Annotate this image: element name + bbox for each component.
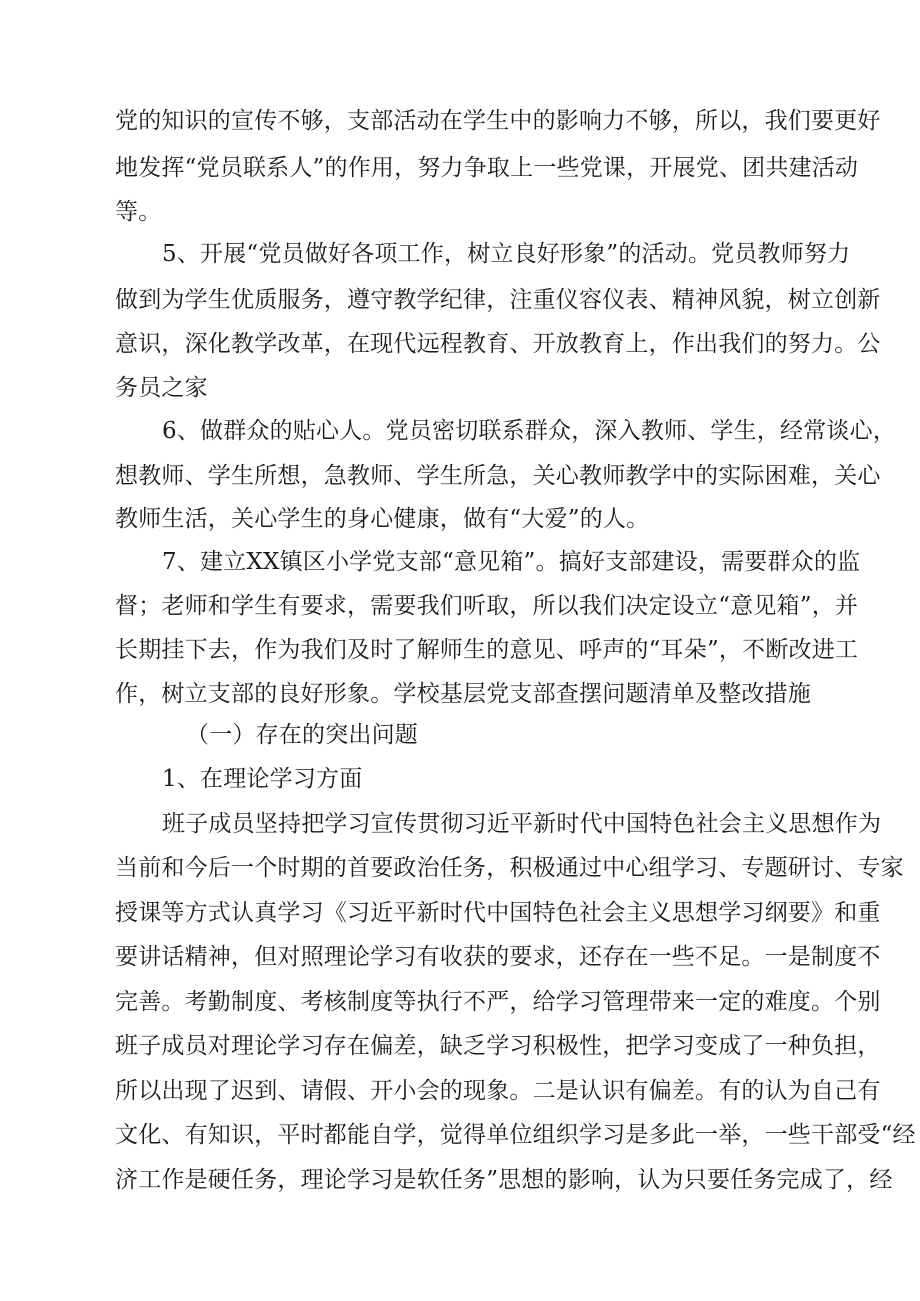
list-item-7-first-line: 7、建立XX镇区小学党支部“意见箱”。搞好支部建设，需要群众的监 — [162, 549, 861, 575]
body-line: 想教师、学生所想，急教师、学生所急，关心教师教学中的实际困难，关心 — [115, 463, 881, 489]
body-line: 所以出现了迟到、请假、开小会的现象。二是认识有偏差。有的认为自己有 — [115, 1078, 881, 1104]
body-line: 授课等方式认真学习《习近平新时代中国特色社会主义思想学习纲要》和重 — [115, 900, 881, 926]
body-line: 地发挥“党员联系人”的作用，努力争取上一些党课，开展党、团共建活动 — [115, 155, 859, 181]
list-item-6-first-line: 6、做群众的贴心人。党员密切联系群众，深入教师、学生，经常谈心， — [162, 418, 897, 444]
body-line: 长期挂下去，作为我们及时了解师生的意见、呼声的“耳朵”，不断改进工 — [115, 637, 859, 663]
paragraph-first-line: 班子成员坚持把学习宣传贯彻习近平新时代中国特色社会主义思想作为 — [162, 811, 882, 837]
body-line: 督；老师和学生有要求，需要我们听取，所以我们决定设立“意见箱”，并 — [115, 593, 859, 619]
body-line: 意识，深化教学改革，在现代远程教育、开放教育上，作出我们的努力。公 — [115, 331, 881, 357]
body-line: 当前和今后一个时期的首要政治任务，积极通过中心组学习、专题研讨、专家 — [115, 855, 904, 881]
body-line: 班子成员对理论学习存在偏差，缺乏学习积极性，把学习变成了一种负担， — [115, 1033, 881, 1059]
body-line: 务员之家 — [115, 375, 208, 401]
body-line: 济工作是硬任务，理论学习是软任务”思想的影响，认为只要任务完成了，经 — [115, 1167, 893, 1193]
list-item-5-first-line: 5、开展“党员做好各项工作，树立良好形象”的活动。党员教师努力 — [162, 241, 851, 267]
body-line: 等。 — [115, 199, 162, 225]
body-line: 教师生活，关心学生的身心健康，做有“大爱”的人。 — [115, 506, 650, 532]
section-heading: （一）存在的突出问题 — [186, 722, 418, 748]
body-line: 作，树立支部的良好形象。学校基层党支部查摆问题清单及整改措施 — [115, 681, 811, 707]
body-line: 完善。考勤制度、考核制度等执行不严，给学习管理带来一定的难度。个别 — [115, 989, 881, 1015]
subsection-heading: 1、在理论学习方面 — [162, 766, 363, 792]
body-line: 党的知识的宣传不够，支部活动在学生中的影响力不够，所以，我们要更好 — [115, 108, 881, 134]
body-line: 要讲话精神，但对照理论学习有收获的要求，还存在一些不足。一是制度不 — [115, 944, 881, 970]
body-line: 做到为学生优质服务，遵守教学纪律，注重仪容仪表、精神风貌，树立创新 — [115, 287, 881, 313]
body-line: 文化、有知识，平时都能自学，觉得单位组织学习是多此一举，一些干部受“经 — [115, 1122, 916, 1148]
